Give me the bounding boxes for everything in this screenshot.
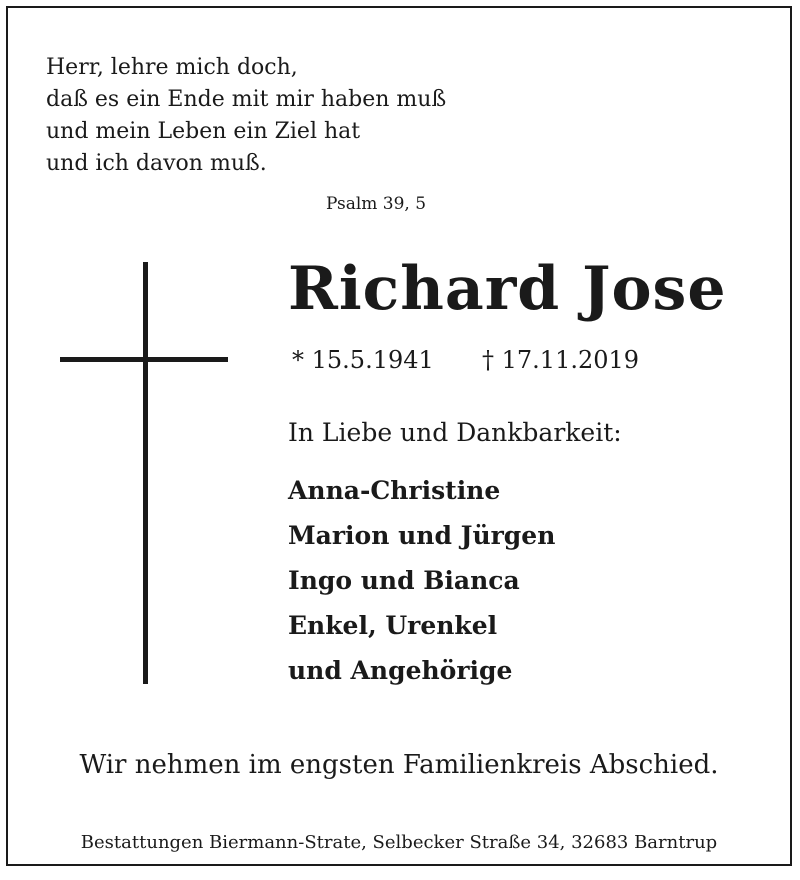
verse-line: und mein Leben ein Ziel hat [46,119,361,144]
mourner-entry: Enkel, Urenkel [288,611,498,640]
death-notice [6,6,792,866]
verse-reference: Psalm 39, 5 [326,194,427,214]
verse-line: daß es ein Ende mit mir haben muß [46,87,447,112]
undertaker-address: Bestattungen Biermann-Strate, Selbecker Straße 34, 32683 Barntrup [80,832,718,853]
farewell-statement: Wir nehmen im engsten Familienkreis Abschied. [79,750,719,780]
verse-line: und ich davon muß. [46,151,267,176]
cross-icon [143,262,148,684]
dedication-line: In Liebe und Dankbarkeit: [288,418,622,447]
death-date: † 17.11.2019 [482,346,640,374]
verse-line: Herr, lehre mich doch, [46,55,298,80]
deceased-name: Richard Jose [288,254,727,324]
bible-verse [46,52,446,180]
mourner-entry: Ingo und Bianca [288,566,520,595]
mourner-entry: Marion und Jürgen [288,521,556,550]
mourners-list [288,468,555,693]
birth-date: * 15.5.1941 [292,346,434,374]
mourner-entry: Anna-Christine [288,476,501,505]
mourner-entry: und Angehörige [288,656,513,685]
cross-icon-crossbar [60,357,228,362]
